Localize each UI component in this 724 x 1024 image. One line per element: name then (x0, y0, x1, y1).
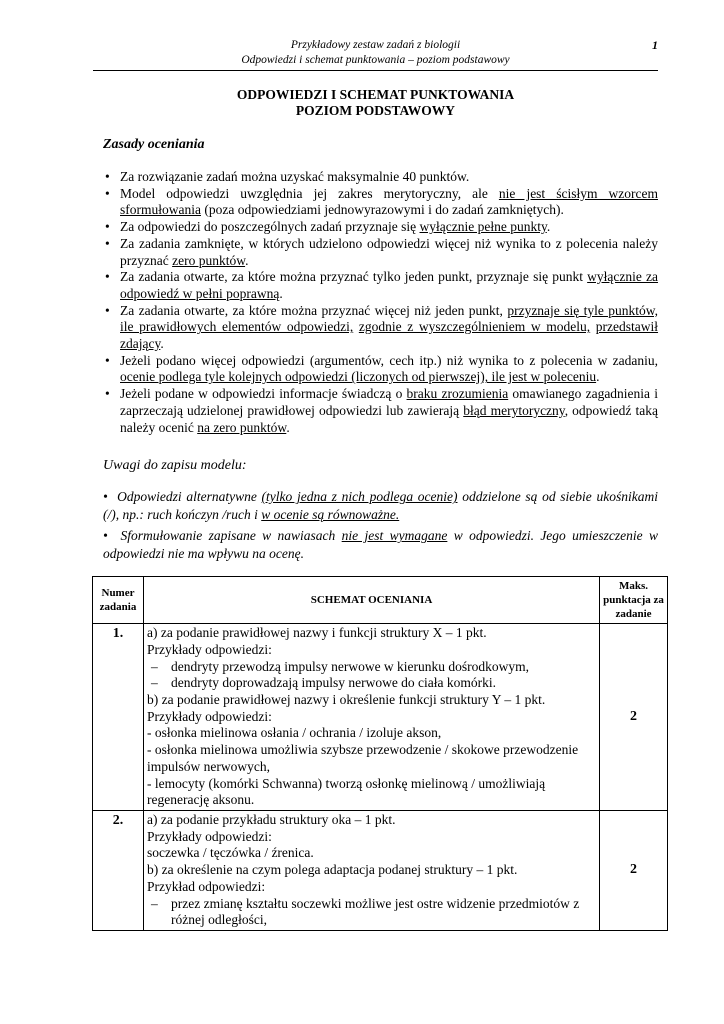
table-row (93, 624, 668, 811)
text-segment: . (279, 285, 283, 301)
bullet-icon: • (105, 185, 110, 201)
col-number-header: Numer zadania (93, 577, 144, 624)
rule-item (93, 219, 658, 236)
text-segment: Za zadania otwarte, za które można przyznać więcej niż jeden punkt, (120, 302, 508, 318)
underlined-text: w ocenie są równoważne. (261, 506, 400, 522)
bullet-icon: • (105, 219, 110, 235)
text-segment: Za zadania otwarte, za które można przyznać tylko jeden punkt, przyznaje się punkt (120, 269, 588, 285)
col-points-header: Maks. punktacja za zadanie (600, 577, 668, 624)
remarks-heading: Uwagi do zapisu modelu: (103, 458, 247, 474)
running-header (93, 38, 658, 71)
underlined-text: (tylko jedna z nich podlega ocenie) (261, 489, 458, 505)
underlined-text: zgodnie z wyszczególnieniem w modelu, (358, 319, 591, 335)
rule-item (93, 386, 658, 436)
text-segment: . (596, 369, 600, 385)
scoring-scheme (144, 624, 600, 811)
document-page (93, 38, 664, 931)
bullet-icon: • (105, 352, 110, 368)
title-line-1: ODPOWIEDZI I SCHEMAT PUNKTOWANIA (236, 87, 515, 102)
underlined-text: braku zrozumienia (406, 386, 509, 402)
underlined-text: ocenie podlega tyle kolejnych odpowiedzi (liczonych od pierwszej), ile jest w poleceniu (120, 369, 597, 385)
text-segment: Odpowiedzi alternatywne (117, 489, 262, 505)
bullet-icon: • (105, 235, 110, 251)
underlined-text: wyłącznie za odpowiedź w pełni poprawną (120, 269, 659, 301)
remark-item (103, 488, 658, 523)
scoring-table (92, 576, 668, 931)
header-line-1: Przykładowy zestaw zadań z biologii (290, 39, 461, 51)
scoring-scheme (144, 810, 600, 930)
scheme-line: - osłonka mielinowa umożliwia szybsze przewodzenie / skokowe przewodzenie impulsów nerwowych, (147, 742, 579, 774)
text-segment: Model odpowiedzi uwzględnia jej zakres merytoryczny, ale (120, 185, 499, 201)
task-number: 1. (93, 624, 144, 811)
table-body (93, 624, 668, 931)
text-segment: Za rozwiązanie zadań można uzyskać maksymalnie 40 punktów. (120, 169, 470, 184)
text-segment: oddzielone są od siebie ukośnikami (/), np.: ruch kończyn /ruch i (103, 489, 658, 522)
underlined-text: wyłącznie pełne punkty (419, 219, 547, 235)
rule-item (93, 269, 658, 302)
scheme-line: Przykład odpowiedzi: (147, 878, 266, 894)
underlined-text: błąd merytoryczny (463, 402, 565, 418)
rules-heading: Zasady oceniania (103, 137, 205, 152)
remark-item (103, 527, 658, 562)
bullet-icon: • (103, 489, 118, 505)
header-line-2: Odpowiedzi i schemat punktowania – poziom podstawowy (241, 54, 510, 66)
text-segment: . (286, 419, 290, 435)
rule-item (93, 236, 658, 269)
underlined-text: przedstawił zdający (120, 319, 659, 352)
bullet-icon: • (105, 302, 110, 318)
text-segment: . (160, 336, 164, 352)
scheme-line: soczewka / tęczówka / źrenica. (147, 845, 314, 861)
table-header-row (93, 577, 668, 624)
text-segment: Za odpowiedzi do poszczególnych zadań przyznaje się (120, 219, 420, 235)
scheme-line: a) za podanie przykładu struktury oka – 1 pkt. (147, 811, 396, 827)
rule-item (93, 353, 658, 386)
underlined-text: nie jest wymagane (341, 528, 448, 544)
table-row (93, 810, 668, 930)
text-segment: w odpowiedzi. Jego umieszczenie w odpowiedzi nie ma wpływu na ocenę. (103, 528, 658, 561)
bullet-icon: • (105, 386, 110, 402)
underlined-text: nie jest ścisłym wzorcem sformułowania (120, 185, 658, 218)
rule-item (93, 169, 658, 186)
underlined-text: zero punktów (172, 252, 246, 268)
text-segment: . (245, 252, 249, 268)
scheme-line: - lemocyty (komórki Schwanna) tworzą osłonkę mielinową / umożliwiają regenerację aksonu. (147, 775, 546, 808)
dash-list-item: – dendryty doprowadzają impulsy nerwowe do ciała komórki. (147, 675, 595, 692)
bullet-icon: • (103, 528, 121, 544)
scheme-line: a) za podanie prawidłowej nazwy i funkcji struktury X – 1 pkt. (147, 625, 487, 641)
max-points: 2 (600, 624, 668, 811)
page-number: 1 (652, 38, 658, 52)
document-title (93, 87, 658, 119)
scheme-line: - osłonka mielinowa osłania / ochrania / izoluje akson, (147, 725, 442, 741)
bullet-icon: • (105, 169, 110, 184)
text-segment: Jeżeli podane w odpowiedzi informacje świadczą o (120, 386, 407, 402)
remarks-list (93, 488, 658, 562)
text-segment: Jeżeli podano więcej odpowiedzi (argumentów, cech itp.) niż wynika to z polecenia w zadaniu, (120, 352, 658, 368)
text-segment: omawianego zagadnienia i zaprzeczają udzielonej prawidłowej odpowiedzi lub zawierają (120, 386, 658, 418)
rule-item (93, 303, 658, 353)
bullet-icon: • (105, 269, 110, 285)
text-segment: Za zadania zamknięte, w których udzielono odpowiedzi więcej niż wynika to z polecenia należy przyznać (120, 235, 658, 268)
scheme-line: b) za określenie na czym polega adaptacja podanej struktury – 1 pkt. (147, 862, 518, 878)
scheme-line: Przykłady odpowiedzi: (147, 641, 272, 657)
dash-list-item: – dendryty przewodzą impulsy nerwowe w kierunku dośrodkowym, (147, 659, 595, 676)
text-segment: , odpowiedź taką należy ocenić (120, 402, 658, 435)
scheme-line: Przykłady odpowiedzi: (147, 708, 272, 724)
max-points: 2 (600, 810, 668, 930)
text-segment: (poza odpowiedziami jednowyrazowymi i do zadań zamkniętych). (200, 202, 564, 218)
text-segment: Sformułowanie zapisane w nawiasach (120, 528, 342, 544)
dash-list-item: – przez zmianę kształtu soczewki możliwe jest ostre widzenie przedmiotów z różnej odległości, (147, 896, 595, 929)
scheme-line: b) za podanie prawidłowej nazwy i określenie funkcji struktury Y – 1 pkt. (147, 692, 546, 708)
underlined-text: przyznaje się tyle punktów, ile prawidłowych elementów odpowiedzi, (120, 302, 659, 335)
title-line-2: POZIOM PODSTAWOWY (295, 103, 456, 118)
underlined-text: na zero punktów (197, 419, 287, 435)
task-number: 2. (93, 810, 144, 930)
text-segment: . (546, 219, 551, 235)
rules-list (93, 169, 658, 436)
col-scheme-header: SCHEMAT OCENIANIA (144, 577, 600, 624)
scheme-line: Przykłady odpowiedzi: (147, 828, 272, 844)
rule-item (93, 186, 658, 219)
